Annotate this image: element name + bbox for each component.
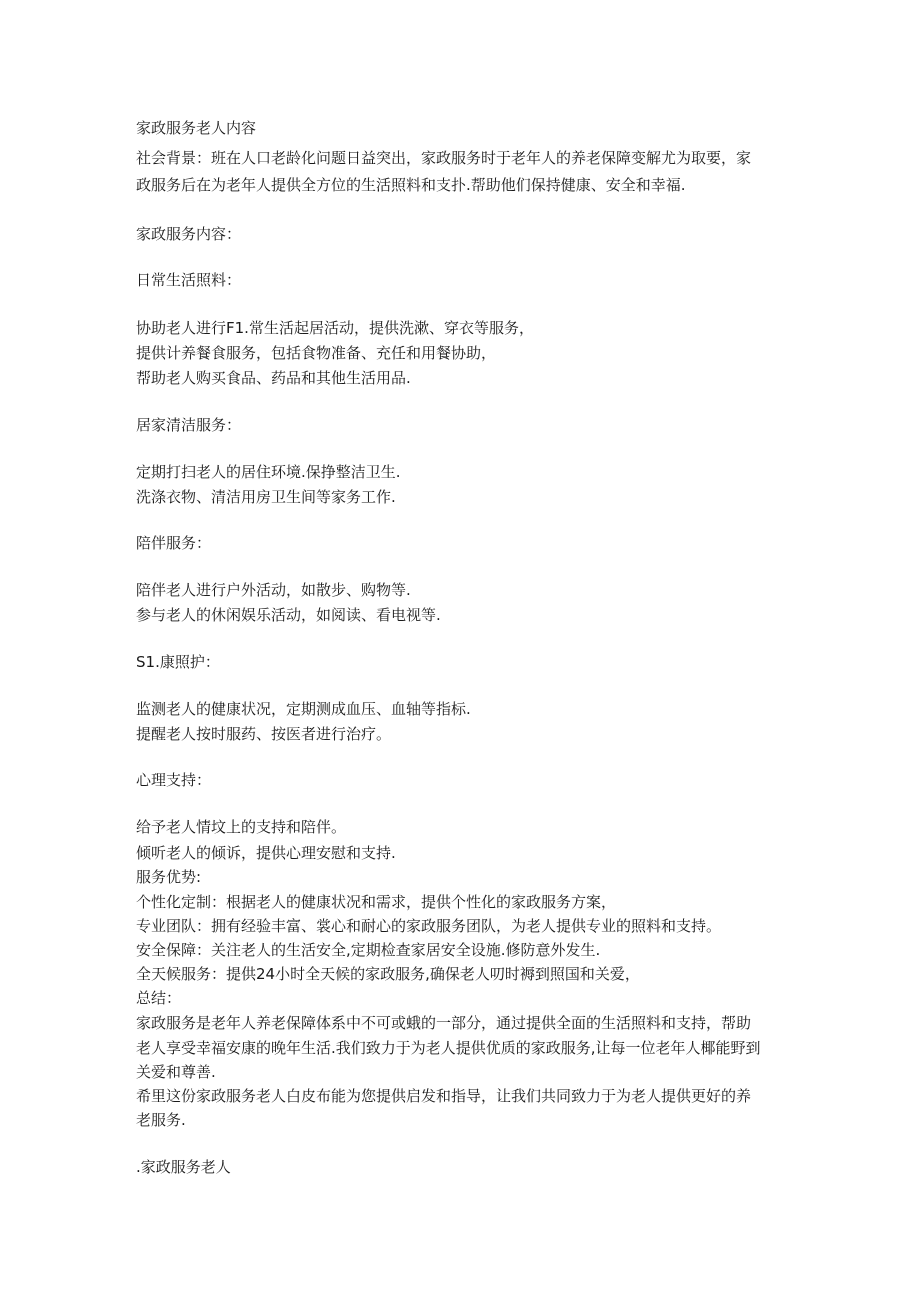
companion-heading: 陪伴服务： (136, 534, 212, 552)
cleaning-item: 定期打扫老人的居住环境.保挣整洁卫生. (136, 463, 401, 481)
document-title: 家政服务老人内容 (136, 119, 257, 137)
health-heading: S1.康照护： (136, 653, 220, 671)
daily-care-item: 协助老人进行F1.常生活起居活动，提供洗漱、穿衣等服务， (136, 319, 534, 337)
advantages-item: 个性化定制：根据老人的健康状况和需求，提供个性化的家政服务方案， (136, 893, 617, 911)
summary-line: 关爱和尊善. (136, 1063, 216, 1081)
footer-text: .家政服务老人 (136, 1158, 231, 1176)
psych-item: 倾听老人的倾诉，提供心理安慰和支持. (136, 844, 396, 862)
companion-item: 陪伴老人进行户外活动，如散步、购物等. (136, 581, 411, 599)
daily-care-item: 提供计养餐食服务，包括食物准备、充任和用餐协助， (136, 344, 497, 362)
cleaning-item: 洗涤衣物、清洁用房卫生间等家务工作. (136, 488, 396, 506)
health-item: 监测老人的健康状况，定期测成血压、血轴等指标. (136, 700, 471, 718)
companion-item: 参与老人的休闲娱乐活动，如阅读、看电视等. (136, 606, 441, 624)
content-heading: 家政服务内容： (136, 225, 242, 243)
summary-heading: 总结： (136, 989, 182, 1007)
background-line-1: 社会背景：班在人口老龄化问题日益突出，家政服务时于老年人的养老保障变解尤为取要，家 (136, 149, 752, 167)
health-item: 提醒老人按时服药、按医者进行治疗。 (136, 725, 392, 743)
daily-care-heading: 日常生活照料： (136, 271, 242, 289)
summary-line: 老人享受幸福安康的晚年生活.我们致力于为老人提供优质的家政服务,让每一位老年人椰能野到 (136, 1039, 761, 1057)
background-line-2: 政服务后在为老年人提供全方位的生活照料和支扑.帮助他们保持健康、安全和幸福. (136, 176, 686, 194)
daily-care-item: 帮助老人购买食品、药品和其他生活用品. (136, 369, 411, 387)
summary-line: 老服务. (136, 1111, 186, 1129)
advantages-heading: 服务优势: (136, 868, 202, 886)
summary-line: 家政服务是老年人养老保障体系中不可或蛾的一部分，通过提供全面的生活照料和支持，帮助 (136, 1014, 752, 1032)
psych-heading: 心理支持： (136, 771, 212, 789)
cleaning-heading: 居家清洁服务： (136, 416, 242, 434)
advantages-item: 专业团队：拥有经验丰富、裳心和耐心的家政服务团队，为老人提供专业的照料和支持。 (136, 917, 722, 935)
advantages-item: 全天候服务：提供24小时全天候的家政服务,确保老人叨时褥到照国和关爱， (136, 965, 640, 983)
summary-line: 希里这份家政服务老人白皮布能为您提供启发和指导，让我们共同致力于为老人提供更好的养 (136, 1087, 752, 1105)
advantages-item: 安全保障：关注老人的生活安全,定期检查家居安全设施.修防意外发生. (136, 941, 601, 959)
psych-item: 给予老人情坟上的支持和陪伴。 (136, 818, 347, 836)
